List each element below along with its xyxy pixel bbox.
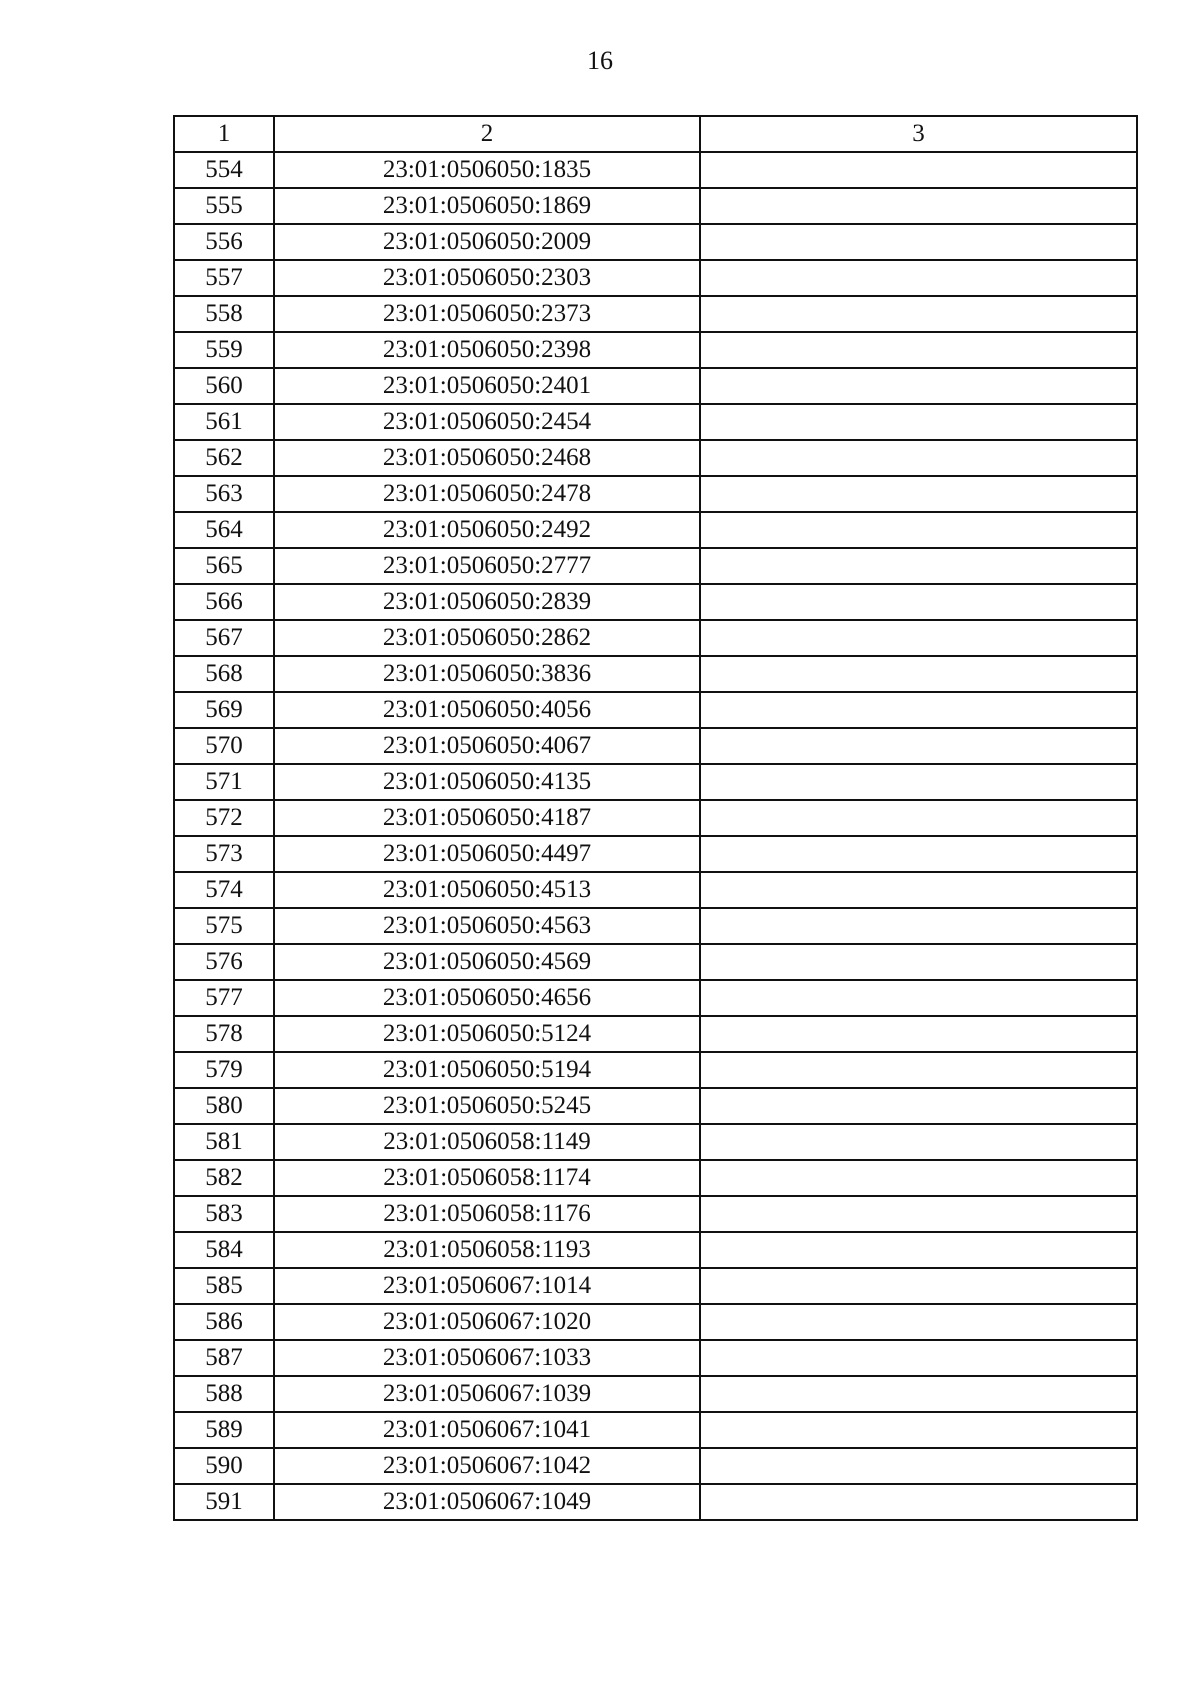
table-row bbox=[174, 548, 1137, 584]
row-number-cell: 583 bbox=[174, 1196, 274, 1232]
cadastral-number-cell: 23:01:0506050:2862 bbox=[274, 620, 700, 656]
note-cell bbox=[700, 1376, 1137, 1412]
note-cell bbox=[700, 800, 1137, 836]
cadastral-number-cell: 23:01:0506050:4497 bbox=[274, 836, 700, 872]
table-row bbox=[174, 836, 1137, 872]
cadastral-number-cell: 23:01:0506050:2303 bbox=[274, 260, 700, 296]
row-number-cell: 577 bbox=[174, 980, 274, 1016]
table-row bbox=[174, 944, 1137, 980]
table-row bbox=[174, 440, 1137, 476]
row-number-cell: 569 bbox=[174, 692, 274, 728]
note-cell bbox=[700, 512, 1137, 548]
cadastral-number-cell: 23:01:0506050:4135 bbox=[274, 764, 700, 800]
note-cell bbox=[700, 188, 1137, 224]
table-row bbox=[174, 764, 1137, 800]
note-cell bbox=[700, 980, 1137, 1016]
cadastral-number-cell: 23:01:0506067:1039 bbox=[274, 1376, 700, 1412]
note-cell bbox=[700, 1304, 1137, 1340]
row-number-cell: 585 bbox=[174, 1268, 274, 1304]
note-cell bbox=[700, 1160, 1137, 1196]
row-number-cell: 558 bbox=[174, 296, 274, 332]
table-row bbox=[174, 1016, 1137, 1052]
note-cell bbox=[700, 1052, 1137, 1088]
row-number-cell: 565 bbox=[174, 548, 274, 584]
row-number-cell: 574 bbox=[174, 872, 274, 908]
table-row bbox=[174, 728, 1137, 764]
cadastral-number-cell: 23:01:0506067:1014 bbox=[274, 1268, 700, 1304]
row-number-cell: 576 bbox=[174, 944, 274, 980]
note-cell bbox=[700, 836, 1137, 872]
cadastral-number-cell: 23:01:0506050:2398 bbox=[274, 332, 700, 368]
table-row bbox=[174, 1160, 1137, 1196]
table-row bbox=[174, 476, 1137, 512]
row-number-cell: 563 bbox=[174, 476, 274, 512]
row-number-cell: 559 bbox=[174, 332, 274, 368]
note-cell bbox=[700, 296, 1137, 332]
table-row bbox=[174, 188, 1137, 224]
row-number-cell: 573 bbox=[174, 836, 274, 872]
cadastral-number-cell: 23:01:0506050:2777 bbox=[274, 548, 700, 584]
table-row bbox=[174, 1268, 1137, 1304]
table-row bbox=[174, 260, 1137, 296]
row-number-cell: 584 bbox=[174, 1232, 274, 1268]
table-row bbox=[174, 332, 1137, 368]
cadastral-number-cell: 23:01:0506067:1041 bbox=[274, 1412, 700, 1448]
table-row bbox=[174, 1304, 1137, 1340]
cadastral-number-cell: 23:01:0506067:1033 bbox=[274, 1340, 700, 1376]
cadastral-number-cell: 23:01:0506067:1020 bbox=[274, 1304, 700, 1340]
note-cell bbox=[700, 944, 1137, 980]
cadastral-number-cell: 23:01:0506050:2401 bbox=[274, 368, 700, 404]
note-cell bbox=[700, 764, 1137, 800]
note-cell bbox=[700, 332, 1137, 368]
note-cell bbox=[700, 476, 1137, 512]
column-header-2: 2 bbox=[274, 116, 700, 152]
table-row bbox=[174, 1196, 1137, 1232]
row-number-cell: 568 bbox=[174, 656, 274, 692]
table-body bbox=[174, 152, 1137, 1520]
page-number: 16 bbox=[587, 46, 613, 75]
row-number-cell: 587 bbox=[174, 1340, 274, 1376]
row-number-cell: 561 bbox=[174, 404, 274, 440]
row-number-cell: 557 bbox=[174, 260, 274, 296]
note-cell bbox=[700, 548, 1137, 584]
cadastral-number-cell: 23:01:0506050:2478 bbox=[274, 476, 700, 512]
row-number-cell: 556 bbox=[174, 224, 274, 260]
cadastral-number-cell: 23:01:0506067:1042 bbox=[274, 1448, 700, 1484]
row-number-cell: 566 bbox=[174, 584, 274, 620]
note-cell bbox=[700, 728, 1137, 764]
cadastral-number-cell: 23:01:0506050:2454 bbox=[274, 404, 700, 440]
row-number-cell: 588 bbox=[174, 1376, 274, 1412]
note-cell bbox=[700, 260, 1137, 296]
cadastral-number-cell: 23:01:0506050:2009 bbox=[274, 224, 700, 260]
note-cell bbox=[700, 656, 1137, 692]
row-number-cell: 578 bbox=[174, 1016, 274, 1052]
cadastral-number-cell: 23:01:0506058:1176 bbox=[274, 1196, 700, 1232]
row-number-cell: 581 bbox=[174, 1124, 274, 1160]
note-cell bbox=[700, 224, 1137, 260]
note-cell bbox=[700, 1484, 1137, 1520]
table-row bbox=[174, 296, 1137, 332]
note-cell bbox=[700, 1412, 1137, 1448]
table-row bbox=[174, 1412, 1137, 1448]
row-number-cell: 579 bbox=[174, 1052, 274, 1088]
table-row bbox=[174, 1088, 1137, 1124]
note-cell bbox=[700, 1340, 1137, 1376]
row-number-cell: 555 bbox=[174, 188, 274, 224]
row-number-cell: 570 bbox=[174, 728, 274, 764]
table-row bbox=[174, 1448, 1137, 1484]
row-number-cell: 582 bbox=[174, 1160, 274, 1196]
cadastral-number-cell: 23:01:0506058:1149 bbox=[274, 1124, 700, 1160]
cadastral-number-cell: 23:01:0506050:4563 bbox=[274, 908, 700, 944]
cadastral-number-cell: 23:01:0506050:4569 bbox=[274, 944, 700, 980]
table-row bbox=[174, 656, 1137, 692]
table-row bbox=[174, 980, 1137, 1016]
note-cell bbox=[700, 584, 1137, 620]
row-number-cell: 591 bbox=[174, 1484, 274, 1520]
table-row bbox=[174, 1052, 1137, 1088]
row-number-cell: 589 bbox=[174, 1412, 274, 1448]
table-row bbox=[174, 1340, 1137, 1376]
table-row bbox=[174, 224, 1137, 260]
cadastral-number-cell: 23:01:0506050:2373 bbox=[274, 296, 700, 332]
cadastral-number-cell: 23:01:0506050:4656 bbox=[274, 980, 700, 1016]
table-row bbox=[174, 1232, 1137, 1268]
table-row bbox=[174, 800, 1137, 836]
cadastral-number-cell: 23:01:0506050:2839 bbox=[274, 584, 700, 620]
table-row bbox=[174, 1124, 1137, 1160]
table-row bbox=[174, 404, 1137, 440]
note-cell bbox=[700, 1448, 1137, 1484]
cadastral-number-cell: 23:01:0506050:3836 bbox=[274, 656, 700, 692]
table-row bbox=[174, 1376, 1137, 1412]
table-row bbox=[174, 872, 1137, 908]
cadastral-number-cell: 23:01:0506050:5245 bbox=[274, 1088, 700, 1124]
table-row bbox=[174, 620, 1137, 656]
row-number-cell: 560 bbox=[174, 368, 274, 404]
cadastral-number-cell: 23:01:0506058:1193 bbox=[274, 1232, 700, 1268]
table-row bbox=[174, 152, 1137, 188]
column-header-3: 3 bbox=[700, 116, 1137, 152]
cadastral-number-cell: 23:01:0506067:1049 bbox=[274, 1484, 700, 1520]
cadastral-number-cell: 23:01:0506050:1869 bbox=[274, 188, 700, 224]
column-header-1: 1 bbox=[174, 116, 274, 152]
cadastral-number-cell: 23:01:0506058:1174 bbox=[274, 1160, 700, 1196]
table-row bbox=[174, 1484, 1137, 1520]
cadastral-number-cell: 23:01:0506050:2492 bbox=[274, 512, 700, 548]
note-cell bbox=[700, 872, 1137, 908]
note-cell bbox=[700, 1124, 1137, 1160]
table-row bbox=[174, 584, 1137, 620]
note-cell bbox=[700, 1268, 1137, 1304]
note-cell bbox=[700, 1196, 1137, 1232]
row-number-cell: 586 bbox=[174, 1304, 274, 1340]
row-number-cell: 562 bbox=[174, 440, 274, 476]
note-cell bbox=[700, 404, 1137, 440]
cadastral-number-cell: 23:01:0506050:4067 bbox=[274, 728, 700, 764]
note-cell bbox=[700, 1232, 1137, 1268]
note-cell bbox=[700, 440, 1137, 476]
cadastral-number-cell: 23:01:0506050:4056 bbox=[274, 692, 700, 728]
row-number-cell: 564 bbox=[174, 512, 274, 548]
note-cell bbox=[700, 908, 1137, 944]
cadastral-number-cell: 23:01:0506050:4513 bbox=[274, 872, 700, 908]
table-row bbox=[174, 368, 1137, 404]
note-cell bbox=[700, 1088, 1137, 1124]
row-number-cell: 590 bbox=[174, 1448, 274, 1484]
cadastral-number-cell: 23:01:0506050:5124 bbox=[274, 1016, 700, 1052]
row-number-cell: 567 bbox=[174, 620, 274, 656]
note-cell bbox=[700, 692, 1137, 728]
row-number-cell: 554 bbox=[174, 152, 274, 188]
note-cell bbox=[700, 1016, 1137, 1052]
note-cell bbox=[700, 152, 1137, 188]
table-row bbox=[174, 512, 1137, 548]
cadastral-number-cell: 23:01:0506050:1835 bbox=[274, 152, 700, 188]
note-cell bbox=[700, 368, 1137, 404]
row-number-cell: 580 bbox=[174, 1088, 274, 1124]
cadastral-number-cell: 23:01:0506050:2468 bbox=[274, 440, 700, 476]
table-row bbox=[174, 908, 1137, 944]
table-header-row bbox=[174, 116, 1137, 152]
note-cell bbox=[700, 620, 1137, 656]
row-number-cell: 575 bbox=[174, 908, 274, 944]
row-number-cell: 572 bbox=[174, 800, 274, 836]
cadastral-number-cell: 23:01:0506050:4187 bbox=[274, 800, 700, 836]
cadastral-table bbox=[173, 115, 1138, 1521]
table-row bbox=[174, 692, 1137, 728]
cadastral-number-cell: 23:01:0506050:5194 bbox=[274, 1052, 700, 1088]
row-number-cell: 571 bbox=[174, 764, 274, 800]
